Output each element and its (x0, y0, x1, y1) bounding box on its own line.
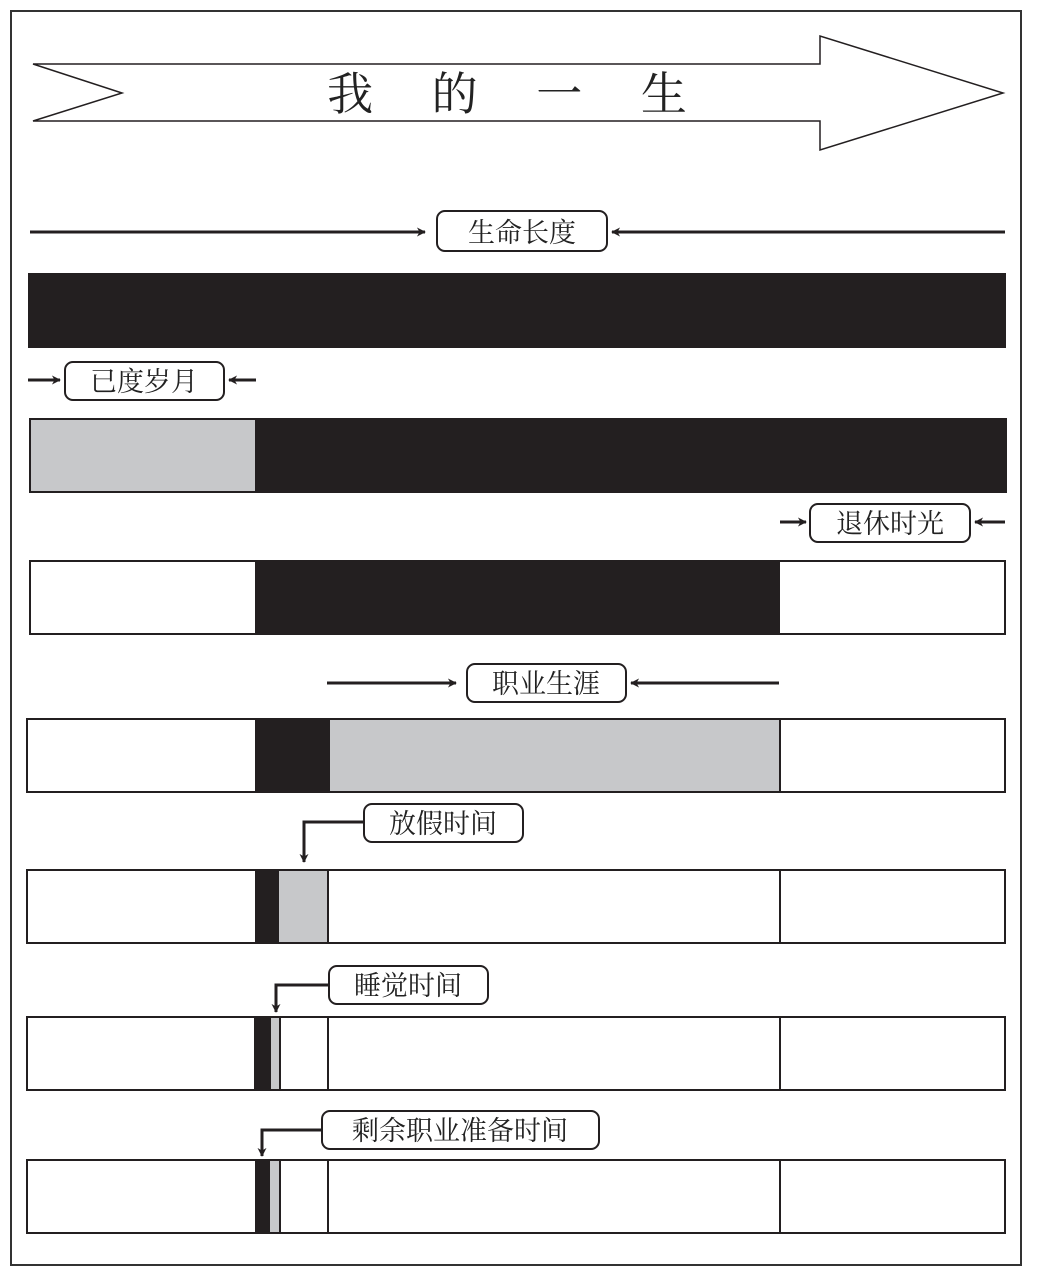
years-passed-label: 已度岁月 (90, 367, 198, 398)
career-bar (27, 719, 1005, 792)
sleep-bar (27, 1017, 1005, 1090)
retirement-indicator (780, 504, 1005, 542)
career-dark-segment (255, 719, 330, 792)
years-passed-segment (31, 420, 255, 491)
vacation-indicator (304, 804, 523, 862)
working-years-segment (255, 561, 780, 634)
sleep-grey-segment (271, 1018, 279, 1089)
page-title: 我 的 一 生 (327, 67, 709, 121)
years-passed-indicator (28, 362, 256, 400)
career-label: 职业生涯 (492, 669, 600, 700)
career-indicator (327, 664, 779, 702)
life-length-bar (28, 273, 1006, 348)
vacation-dark-segment (255, 870, 279, 943)
vacation-bar (27, 870, 1005, 943)
remaining-prep-label: 剩余职业准备时间 (352, 1116, 568, 1147)
title-banner (33, 36, 1003, 150)
retirement-label: 退休时光 (836, 509, 944, 540)
sleep-indicator (276, 966, 488, 1012)
life-length-indicator (30, 211, 1005, 251)
remaining-prep-indicator (262, 1111, 599, 1156)
vacation-label: 放假时间 (389, 809, 497, 840)
remaining-prep-grey-segment (270, 1161, 279, 1232)
life-length-label: 生命长度 (468, 218, 576, 249)
retirement-bar (30, 561, 1005, 634)
remaining-prep-dark-segment (255, 1160, 270, 1233)
remaining-prep-bar (27, 1160, 1005, 1233)
vacation-grey-segment (279, 871, 328, 942)
career-grey-segment (330, 720, 780, 791)
sleep-label: 睡觉时间 (354, 971, 462, 1002)
years-passed-bar (30, 419, 1006, 492)
sleep-dark-segment (254, 1017, 271, 1090)
